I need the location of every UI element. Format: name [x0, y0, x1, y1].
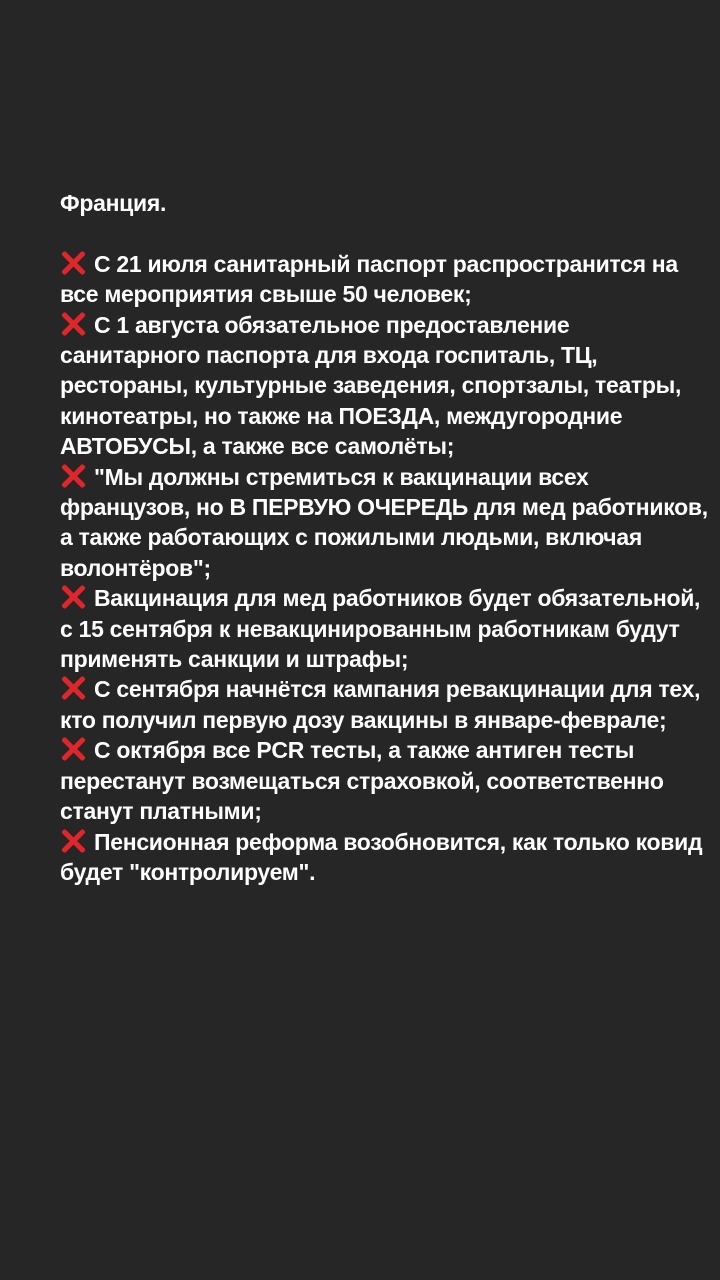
red-cross-mark-icon	[60, 463, 86, 489]
list-item-text: С 1 августа обязательное предоставление санитарного паспорта для входа госпиталь, ТЦ, рестораны, культурные заведения, спортзалы, театры, кинотеатры, но также на ПОЕЗДА, междугородние АВТОБУСЫ, а также все самолёты;	[60, 311, 682, 460]
list-item	[60, 583, 708, 674]
story-text-block	[60, 188, 708, 887]
list-item-text: Вакцинация для мед работников будет обязательной, с 15 сентября к невакцинированным работникам будут применять санкции и штрафы;	[60, 585, 701, 673]
red-cross-mark-icon	[60, 675, 86, 701]
story-title: Франция.	[60, 190, 167, 216]
list-item-text: С октября все PCR тесты, а также антиген тесты перестанут возмещаться страховкой, соответственно станут платными;	[60, 737, 664, 825]
list-item	[60, 462, 708, 584]
list-item-text: С 21 июля санитарный паспорт распространится на все мероприятия свыше 50 человек;	[60, 250, 678, 308]
red-cross-mark-icon	[60, 736, 86, 762]
list-item	[60, 310, 708, 462]
red-cross-mark-icon	[60, 584, 86, 610]
red-cross-mark-icon	[60, 311, 86, 337]
red-cross-mark-icon	[60, 828, 86, 854]
list-item	[60, 674, 708, 735]
list-item-text: "Мы должны стремиться к вакцинации всех французов, но В ПЕРВУЮ ОЧЕРЕДЬ для мед работников, а также работающих с пожилыми людьми, включая волонтёров";	[60, 463, 708, 581]
red-cross-mark-icon	[60, 250, 86, 276]
list-item	[60, 735, 708, 826]
blank-line	[60, 218, 708, 248]
list-item	[60, 249, 708, 310]
list-item-text: Пенсионная реформа возобновится, как только ковид будет "контролируем".	[60, 828, 703, 885]
list-item	[60, 827, 708, 888]
list-item-text: С сентября начнётся кампания ревакцинации для тех, кто получил первую дозу вакцины в январе-феврале;	[60, 676, 701, 733]
